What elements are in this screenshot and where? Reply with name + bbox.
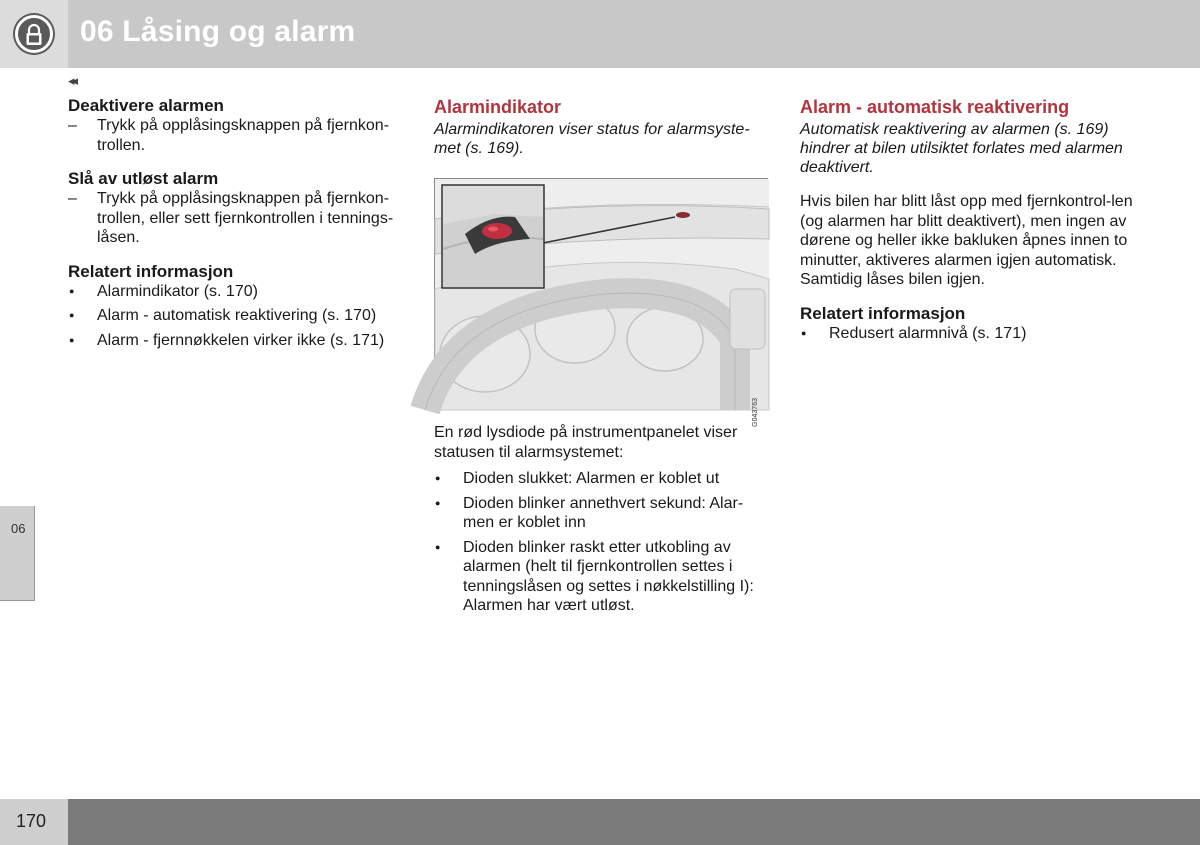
lock-icon [15,15,53,53]
page-header [0,0,1200,68]
chapter-tab[interactable] [0,506,35,601]
back-navigation-icon[interactable]: ◂◂ [68,73,76,88]
related-link-auto-reactivation[interactable]: ● Alarm - automatisk reaktivering (s. 170) [68,306,408,326]
list-item: ● Dioden blinker raskt etter utkobling av alarmen (helt til fjernkontrollen settes i tenningslåsen og settes i nøkkelstilling I): Alarmen har vært utløst. [434,538,769,616]
header-icon-box [0,0,68,68]
column-middle [434,96,769,621]
indicator-description: En rød lysdiode på instrumentpanelet viser statusen til alarmsystemet: [434,424,738,461]
dashboard-illustration [434,178,768,427]
related-link-reduced-alarm-level[interactable]: ● Redusert alarmnivå (s. 171) [800,324,1140,344]
section-title-alarm-indicator: Alarmindikator [434,97,562,117]
section-intro: Automatisk reaktivering av alarmen (s. 169) hindrer at bilen utilsiktet forlates med alarmen deaktivert. [800,121,1123,176]
triggered-alarm-steps [68,189,408,248]
list-item: ● Dioden slukket: Alarmen er koblet ut [434,469,769,489]
related-info-title: Relatert informasjon [68,261,234,281]
section-title-auto-reactivation: Alarm - automatisk reaktivering [800,97,1070,117]
list-item: – Trykk på opplåsingsknappen på fjernkon-trollen, eller sett fjernkontrollen i tennings-låsen. [68,189,408,248]
related-info-list [68,282,408,351]
section-title-deactivate: Deaktivere alarmen [68,96,224,115]
related-link-remote-key-not-working[interactable]: ● Alarm - fjernnøkkelen virker ikke (s. 171) [68,331,408,351]
page-number: 170 [16,811,47,831]
figure-code: G043763 [752,398,759,427]
auto-reactivation-description: Hvis bilen har blitt låst opp med fjernkontrol-len (og alarmen har blitt deaktivert), men ingen av dørene og heller ikke bakluken åpnes innen to minutter, aktiveres alarmen igjen automatisk. Samtidig låses bilen igjen. [800,193,1133,288]
indicator-states-list [434,469,769,616]
deactivate-steps [68,116,408,155]
page-number-box [0,799,68,845]
section-title-triggered-alarm: Slå av utløst alarm [68,169,219,188]
column-left [68,96,408,355]
related-info-title: Relatert informasjon [800,303,966,323]
list-item: – Trykk på opplåsingsknappen på fjernkon-trollen. [68,116,408,155]
related-info-list [800,324,1140,344]
section-intro: Alarmindikatoren viser status for alarmsyste-met (s. 169). [434,121,750,157]
column-right [800,96,1140,348]
page-footer [0,799,1200,845]
page-title: 06 Låsing og alarm [80,15,356,48]
related-link-alarm-indicator[interactable]: ● Alarmindikator (s. 170) [68,282,408,302]
list-item: ● Dioden blinker annethvert sekund: Alar-men er koblet inn [434,494,769,533]
chapter-tab-label: 06 [11,521,26,536]
